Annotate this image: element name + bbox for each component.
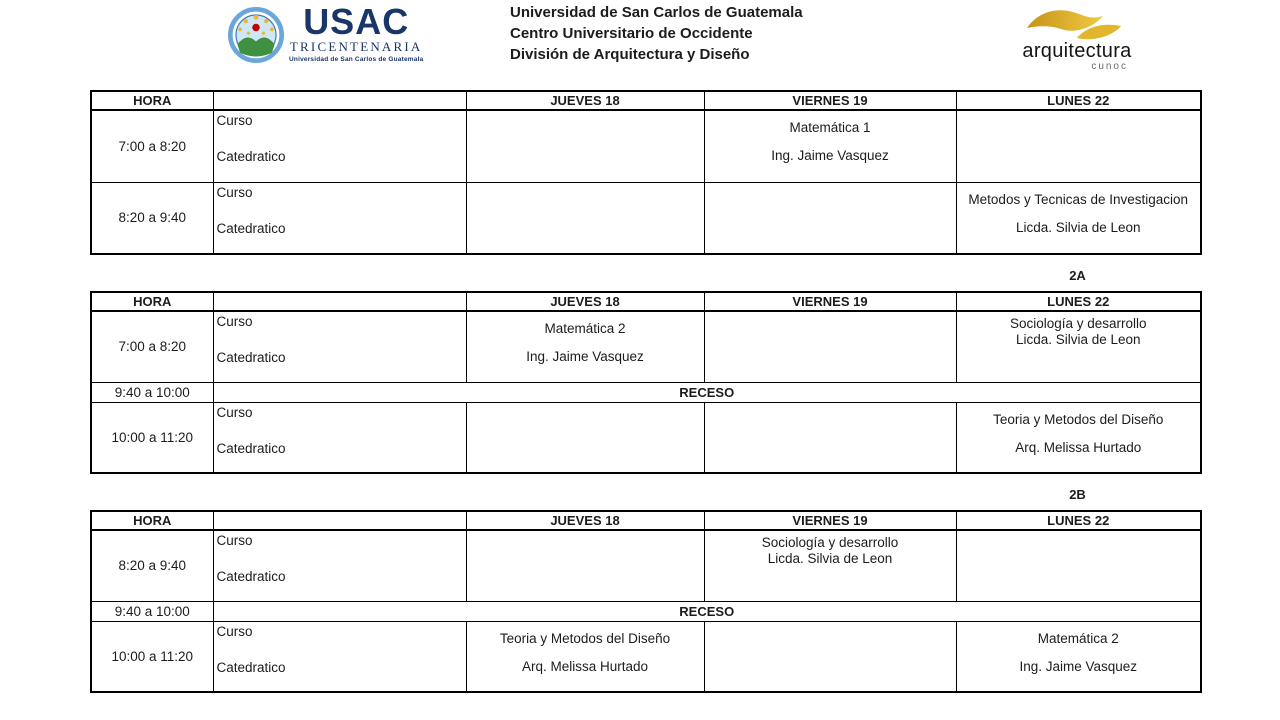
curso-label: Curso <box>216 533 253 548</box>
course-name: Sociología y desarrollo <box>1009 316 1147 331</box>
arquitectura-logo <box>1016 5 1138 72</box>
col-header-hora: HORA <box>91 292 213 311</box>
course-cell <box>956 182 1201 254</box>
col-header-empty <box>213 292 466 311</box>
time-cell: 7:00 a 8:20 <box>91 311 213 382</box>
table-2a-header-row <box>91 292 1201 311</box>
col-header-empty <box>213 511 466 530</box>
receso-row <box>91 601 1201 621</box>
catedratico-label: Catedratico <box>216 569 286 584</box>
course-cell <box>704 530 956 601</box>
course-cell <box>956 530 1201 601</box>
schedule-table-1 <box>90 90 1202 255</box>
teacher-name: Ing. Jaime Vasquez <box>526 349 644 364</box>
course-cell <box>466 621 704 692</box>
institution-line-3: División de Arquitectura y Diseño <box>510 46 750 63</box>
course-cell <box>704 110 956 182</box>
schedule-table-2b-wrap <box>90 510 1200 693</box>
course-cell <box>466 182 704 254</box>
time-cell: 9:40 a 10:00 <box>91 601 213 621</box>
course-cell <box>466 110 704 182</box>
col-header-lunes: LUNES 22 <box>956 91 1201 110</box>
course-cell <box>956 311 1201 382</box>
col-header-jueves: JUEVES 18 <box>466 511 704 530</box>
curso-label: Curso <box>216 113 253 128</box>
course-cell <box>704 182 956 254</box>
course-name: Teoria y Metodos del Diseño <box>499 630 671 646</box>
teacher-name: Arq. Melissa Hurtado <box>1015 439 1142 455</box>
table-1-header-row <box>91 91 1201 110</box>
usac-logo <box>228 1 424 63</box>
institution-title-block <box>510 2 803 65</box>
col-header-viernes: VIERNES 19 <box>704 292 956 311</box>
table-row <box>91 621 1201 692</box>
col-header-viernes: VIERNES 19 <box>704 91 956 110</box>
institution-line-2: Centro Universitario de Occidente <box>510 25 753 42</box>
teacher-name: Licda. Silvia de Leon <box>1015 219 1141 235</box>
schedule-table-1-wrap <box>90 90 1200 255</box>
course-name: Sociología y desarrollo <box>761 535 899 550</box>
table-row <box>91 182 1201 254</box>
curso-label: Curso <box>216 404 253 420</box>
schedule-table-2a-wrap <box>90 291 1200 474</box>
row-label-cell <box>213 182 466 254</box>
time-cell: 8:20 a 9:40 <box>91 182 213 254</box>
teacher-name: Arq. Melissa Hurtado <box>521 658 649 674</box>
col-header-jueves: JUEVES 18 <box>466 91 704 110</box>
usac-subtitle: TRICENTENARIA <box>289 38 423 54</box>
catedratico-label: Catedratico <box>216 149 286 164</box>
table-row <box>91 110 1201 182</box>
course-cell <box>704 311 956 382</box>
course-name: Metodos y Tecnicas de Investigacion <box>968 191 1189 207</box>
course-cell <box>704 402 956 473</box>
arquitectura-wordmark: arquitectura <box>1022 40 1132 62</box>
course-name: Matemática 1 <box>789 120 871 135</box>
course-cell <box>466 311 704 382</box>
institution-line-1: Universidad de San Carlos de Guatemala <box>510 4 803 21</box>
curso-label: Curso <box>216 623 253 639</box>
course-name: Matemática 2 <box>544 321 626 336</box>
curso-label: Curso <box>216 184 253 200</box>
row-label-cell <box>213 530 466 601</box>
time-cell: 7:00 a 8:20 <box>91 110 213 182</box>
course-cell <box>956 621 1201 692</box>
time-cell: 10:00 a 11:20 <box>91 402 213 473</box>
table-2b-header-row <box>91 511 1201 530</box>
usac-seal-icon <box>228 7 284 63</box>
time-cell: 8:20 a 9:40 <box>91 530 213 601</box>
time-cell: 10:00 a 11:20 <box>91 621 213 692</box>
course-cell <box>956 402 1201 473</box>
usac-logo-text <box>289 1 424 63</box>
row-label-cell <box>213 402 466 473</box>
section-label-2b: 2B <box>1069 487 1086 502</box>
table-row <box>91 402 1201 473</box>
course-cell <box>704 621 956 692</box>
row-label-cell <box>213 621 466 692</box>
course-cell <box>956 110 1201 182</box>
catedratico-label: Catedratico <box>216 220 286 236</box>
catedratico-label: Catedratico <box>216 440 286 456</box>
section-label-2a: 2A <box>1069 268 1086 283</box>
row-label-cell <box>213 311 466 382</box>
schedule-table-2a <box>90 291 1202 474</box>
col-header-hora: HORA <box>91 91 213 110</box>
receso-cell: RECESO <box>213 601 1201 621</box>
curso-label: Curso <box>216 314 253 329</box>
course-name: Matemática 2 <box>1037 630 1119 646</box>
time-cell: 9:40 a 10:00 <box>91 382 213 402</box>
schedule-table-2b <box>90 510 1202 693</box>
teacher-name: Ing. Jaime Vasquez <box>1019 658 1138 674</box>
teacher-name: Ing. Jaime Vasquez <box>771 148 889 163</box>
col-header-lunes: LUNES 22 <box>956 292 1201 311</box>
col-header-lunes: LUNES 22 <box>956 511 1201 530</box>
usac-acronym: USAC <box>303 1 410 43</box>
teacher-name: Licda. Silvia de Leon <box>1015 332 1141 347</box>
row-label-cell <box>213 110 466 182</box>
arquitectura-waves-icon <box>1021 5 1133 43</box>
table-row <box>91 530 1201 601</box>
receso-row <box>91 382 1201 402</box>
col-header-viernes: VIERNES 19 <box>704 511 956 530</box>
course-cell <box>466 402 704 473</box>
course-name: Teoria y Metodos del Diseño <box>993 411 1164 427</box>
teacher-name: Licda. Silvia de Leon <box>767 551 893 566</box>
table-row <box>91 311 1201 382</box>
catedratico-label: Catedratico <box>216 659 286 675</box>
usac-tagline: Universidad de San Carlos de Guatemala <box>289 55 424 63</box>
catedratico-label: Catedratico <box>216 350 286 365</box>
course-cell <box>466 530 704 601</box>
cunoc-wordmark: cunoc <box>1091 61 1128 72</box>
page-header <box>0 0 1280 88</box>
col-header-jueves: JUEVES 18 <box>466 292 704 311</box>
col-header-hora: HORA <box>91 511 213 530</box>
col-header-empty <box>213 91 466 110</box>
receso-cell: RECESO <box>213 382 1201 402</box>
